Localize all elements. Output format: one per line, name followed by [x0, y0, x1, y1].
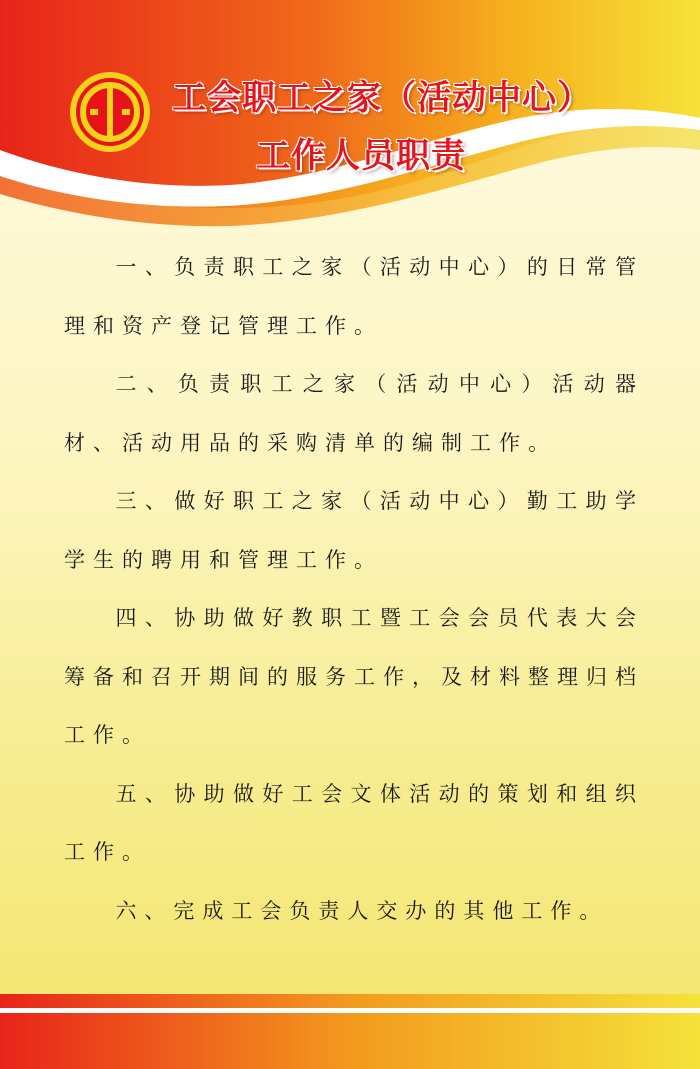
duty-list [64, 238, 644, 940]
page-title: 工会职工之家（活动中心） [172, 78, 592, 118]
duty-item-6: 六、完成工会负责人交办的其他工作。 [115, 898, 609, 923]
duty-item-1: 一、负责职工之家（活动中心）的日常管理和资产登记管理工作。 [64, 255, 644, 338]
duty-item-4: 四、协助做好教职工暨工会会员代表大会筹备和召开期间的服务工作，及材料整理归档工作。 [64, 606, 644, 747]
duty-item-2: 二、负责职工之家（活动中心）活动器材、活动用品的采购清单的编制工作。 [64, 372, 644, 455]
footer-band [0, 990, 700, 1069]
duty-item-5: 五、协助做好工会文体活动的策划和组织工作。 [64, 781, 644, 864]
duty-item-3: 三、做好职工之家（活动中心）勤工助学学生的聘用和管理工作。 [64, 489, 644, 572]
trade-union-emblem-icon [68, 70, 152, 154]
page-subtitle: 工作人员职责 [256, 136, 466, 176]
